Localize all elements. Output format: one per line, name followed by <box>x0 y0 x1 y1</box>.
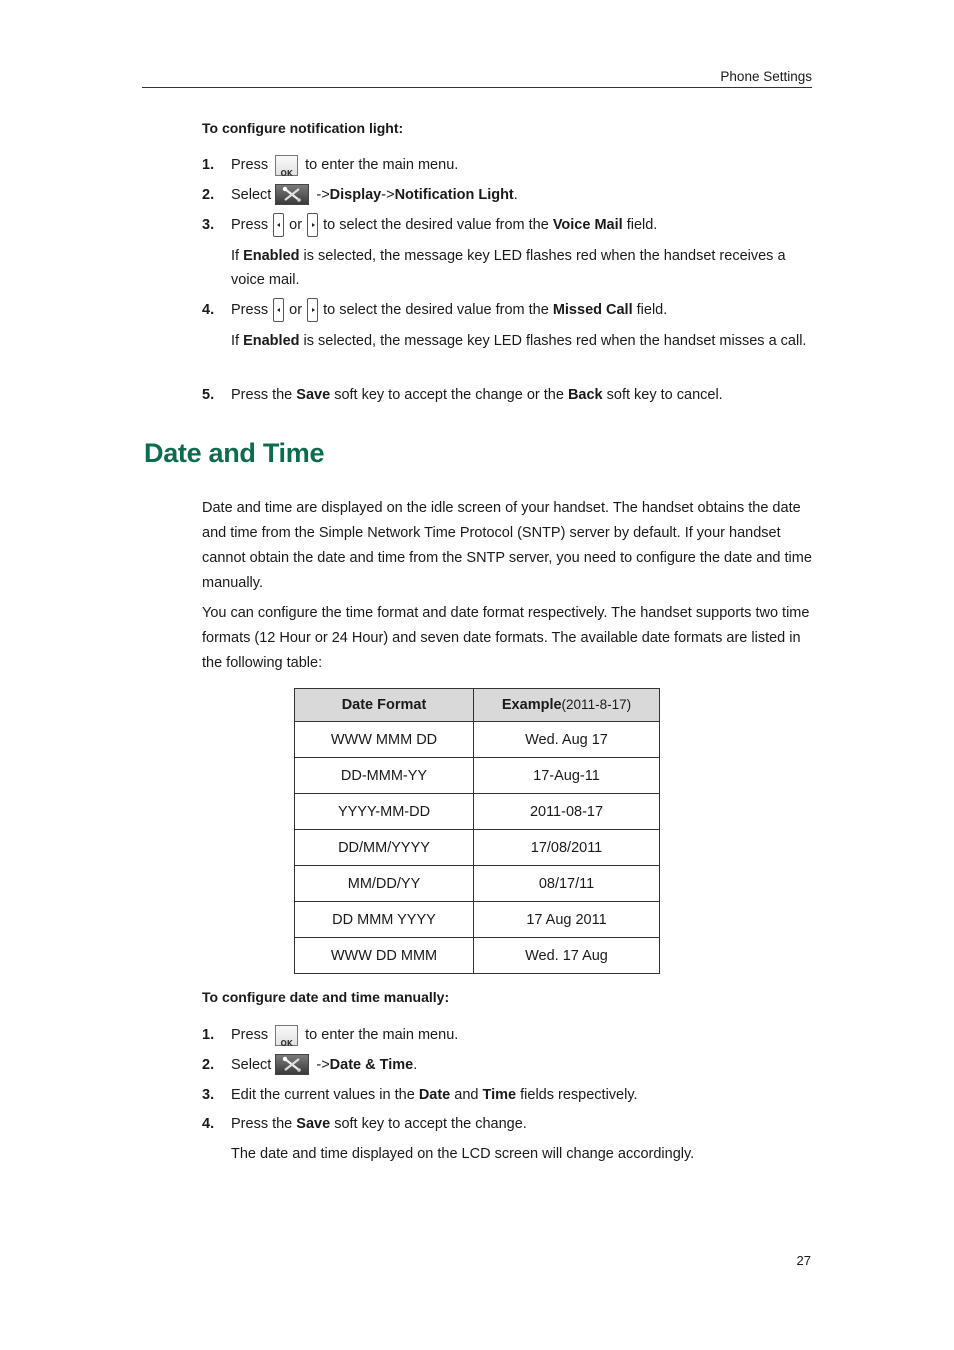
menu-path-arrow: -> <box>316 187 330 203</box>
table-cell-format: DD MMM YYYY <box>295 902 474 938</box>
punctuation: . <box>413 1057 418 1073</box>
step-text: to enter the main menu. <box>305 1027 459 1043</box>
step-number: 1. <box>202 1027 215 1043</box>
menu-settings-icon <box>275 1054 309 1075</box>
page-number: 27 <box>796 1253 811 1268</box>
header-rule <box>142 87 812 88</box>
step-text: to enter the main menu. <box>305 157 459 173</box>
step-4 <box>202 1112 812 1137</box>
menu-settings-icon <box>275 184 309 205</box>
step-text: to select the desired value from the <box>323 302 549 318</box>
note-text: If <box>231 333 240 349</box>
step-text: soft key to accept the change or the <box>334 387 564 403</box>
step-number: 5. <box>202 387 215 403</box>
right-navigation-key-icon <box>307 298 318 322</box>
table-cell-example: 2011-08-17 <box>474 794 660 830</box>
table-row <box>295 866 660 902</box>
step-3-note <box>231 244 813 292</box>
step-text: Select <box>231 187 272 203</box>
softkey-back: Back <box>567 387 603 403</box>
field-time: Time <box>482 1087 517 1103</box>
step-number: 4. <box>202 1116 215 1132</box>
procedure-title-date-time: To configure date and time manually: <box>202 989 450 1005</box>
step-text: Press the <box>231 1116 293 1132</box>
field-voice-mail: Voice Mail <box>552 217 623 233</box>
step-number: 3. <box>202 217 215 233</box>
paragraph-intro: Date and time are displayed on the idle screen of your handset. The handset obtains the date and time from the Simple Network Time Protocol (SNTP) server by default. If your handset cannot obtain the date and time from the SNTP server, you need to configure the date and time manually. <box>202 500 812 591</box>
left-navigation-key-icon <box>273 298 284 322</box>
menu-date-time: Date & Time <box>329 1057 414 1073</box>
table-cell-example: Wed. Aug 17 <box>474 722 660 758</box>
page-header-title: Phone Settings <box>720 69 812 84</box>
step-text: soft key to accept the change. <box>334 1116 527 1132</box>
step-text: soft key to cancel. <box>606 387 723 403</box>
header-example: Example <box>501 697 562 713</box>
field-date: Date <box>418 1087 451 1103</box>
procedure-title-notification: To configure notification light: <box>202 120 404 136</box>
table-cell-format: DD-MMM-YY <box>295 758 474 794</box>
left-navigation-key-icon <box>273 213 284 237</box>
step-2 <box>202 1053 812 1078</box>
step-text: Press the <box>231 387 293 403</box>
table-row <box>295 794 660 830</box>
paragraph-formats: You can configure the time format and date format respectively. The handset supports two time formats (12 Hour or 24 Hour) and seven date formats. The available date formats are listed in the following table: <box>202 605 810 671</box>
header-example-date: (2011-8-17) <box>561 697 632 712</box>
step-text: or <box>289 302 303 318</box>
punctuation: . <box>513 187 518 203</box>
step-5 <box>202 383 812 408</box>
table-cell-format: WWW MMM DD <box>295 722 474 758</box>
field-missed-call: Missed Call <box>552 302 633 318</box>
table-row <box>295 902 660 938</box>
right-navigation-key-icon <box>307 213 318 237</box>
menu-path-arrow: -> <box>381 187 395 203</box>
step-text: and <box>454 1087 479 1103</box>
step-text: field. <box>626 217 658 233</box>
step-3 <box>202 1083 812 1108</box>
table-cell-format: YYYY-MM-DD <box>295 794 474 830</box>
table-row <box>295 938 660 974</box>
step-number: 2. <box>202 1057 215 1073</box>
step-text: Press <box>231 302 269 318</box>
ok-key-icon <box>275 1025 298 1046</box>
step-text: Press <box>231 217 269 233</box>
note-text: If <box>231 248 240 264</box>
table-cell-example: 17 Aug 2011 <box>474 902 660 938</box>
menu-display: Display <box>329 187 382 203</box>
table-cell-example: 17/08/2011 <box>474 830 660 866</box>
table-header-row <box>295 689 660 722</box>
note-enabled: Enabled <box>243 248 300 264</box>
step-3 <box>202 213 812 238</box>
note-text: is selected, the message key LED flashes red when the handset receives a voice mail. <box>231 248 786 288</box>
step-number: 1. <box>202 157 215 173</box>
date-format-table <box>294 688 660 974</box>
step-1 <box>202 1023 812 1048</box>
step-text: Select <box>231 1057 272 1073</box>
step-2 <box>202 183 812 208</box>
menu-path-arrow: -> <box>316 1057 330 1073</box>
step-text: Edit the current values in the <box>231 1087 415 1103</box>
step-text: fields respectively. <box>520 1087 638 1103</box>
step-text: field. <box>636 302 668 318</box>
softkey-save: Save <box>296 1116 331 1132</box>
note-text: is selected, the message key LED flashes red when the handset misses a call. <box>303 333 807 349</box>
note-enabled: Enabled <box>243 333 300 349</box>
step-4 <box>202 298 812 323</box>
table-cell-format: MM/DD/YY <box>295 866 474 902</box>
ok-key-icon <box>275 155 298 176</box>
softkey-save: Save <box>296 387 331 403</box>
step-number: 3. <box>202 1087 215 1103</box>
menu-notification-light: Notification Light <box>394 187 514 203</box>
step-4-note: The date and time displayed on the LCD screen will change accordingly. <box>231 1146 695 1162</box>
step-text: Press <box>231 157 269 173</box>
table-cell-example: 08/17/11 <box>474 866 660 902</box>
step-text: or <box>289 217 303 233</box>
table-cell-format: WWW DD MMM <box>295 938 474 974</box>
table-cell-example: 17-Aug-11 <box>474 758 660 794</box>
step-number: 4. <box>202 302 215 318</box>
step-number: 2. <box>202 187 215 203</box>
step-4-note <box>231 329 813 353</box>
section-heading-date-time: Date and Time <box>144 438 325 468</box>
step-text: to select the desired value from the <box>323 217 549 233</box>
step-1 <box>202 153 812 178</box>
table-cell-format: DD/MM/YYYY <box>295 830 474 866</box>
table-row <box>295 722 660 758</box>
table-cell-example: Wed. 17 Aug <box>474 938 660 974</box>
step-text: Press <box>231 1027 269 1043</box>
table-row <box>295 830 660 866</box>
table-header-cell: Date Format <box>295 689 474 722</box>
table-header-cell <box>474 689 660 722</box>
table-row <box>295 758 660 794</box>
